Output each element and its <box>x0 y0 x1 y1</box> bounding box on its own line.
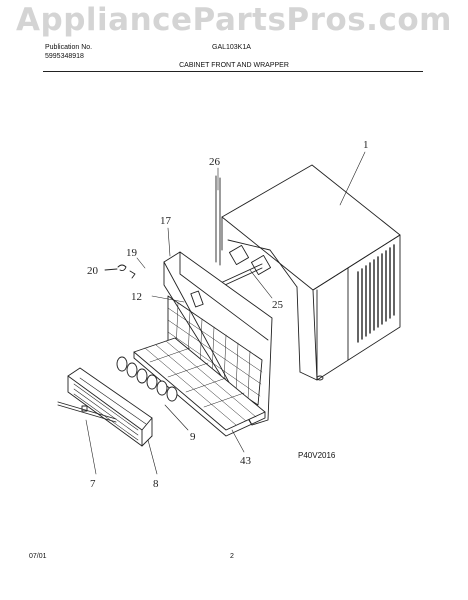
small-parts-19-20 <box>105 265 135 278</box>
callout-12: 12 <box>131 291 142 303</box>
model-number: GAL103K1A <box>212 44 251 51</box>
publication-number: 5995348918 <box>45 53 84 60</box>
callout-7: 7 <box>90 478 96 490</box>
callout-19: 19 <box>126 247 137 259</box>
callout-25: 25 <box>272 299 283 311</box>
callout-8: 8 <box>153 478 159 490</box>
callout-1: 1 <box>363 139 369 151</box>
side-louvers <box>358 245 394 342</box>
callout-9: 9 <box>190 431 196 443</box>
publication-label: Publication No. <box>45 44 93 51</box>
section-title: CABINET FRONT AND WRAPPER <box>179 62 289 69</box>
footer-date: 07/01 <box>29 553 47 560</box>
diagram-code: P40V2016 <box>298 451 336 460</box>
footer-page-number: 2 <box>230 553 234 560</box>
callout-26: 26 <box>209 156 220 168</box>
callout-17: 17 <box>160 215 171 227</box>
callout-20: 20 <box>87 265 98 277</box>
watermark-logo: AppliancePartsPros.com <box>16 2 452 38</box>
callout-43: 43 <box>240 455 251 467</box>
